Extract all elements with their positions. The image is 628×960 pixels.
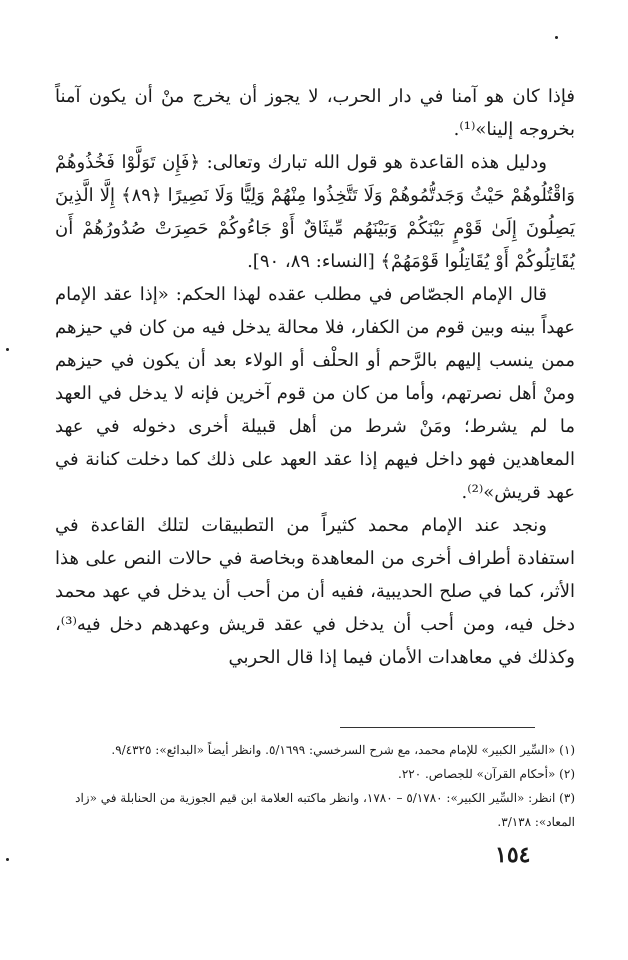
footnote-3: (٣) انظر: «السِّير الكبير»: ٥/١٧٨٠ – ١٧٨٠، وانظر ماكتبه العلامة ابن قيم الجوزية من الحنابلة في «زاد المعاد»: ٣/١٣٨.	[75, 791, 575, 829]
paragraph-3-jassas-quote: قال الإمام الجصّاص في مطلب عقده لهذا الحكم: «إذا عقد الإمام عهداً بينه وبين قوم من الكفار، فلا محالة يدخل فيه من كان في حيزهم ممن ينسب إليهم بالرَّحم أو الحلْف أو الولاء بعد أن يكون في حيزهم ومنْ أهل نصرتهم، وأما من كان من قوم آخرين فإنه لا يدخل في العهد ما لم يشرط؛ ومَنْ شرط من أهل قبيلة أخرى دخوله في عهد المعاهدين فهو داخل فيهم إذا عقد العهد على ذلك كما دخلت كنانة في عهد قريش»⁽²⁾.	[55, 284, 575, 503]
main-text	[55, 80, 575, 674]
scan-dot-mark	[6, 348, 9, 351]
footnote-2: (٢) «أحكام القرآن» للجصاص. ٢٢٠.	[398, 767, 575, 781]
footnotes	[55, 738, 575, 834]
footnote-separator	[340, 727, 535, 728]
page-number: ١٥٤	[495, 842, 531, 868]
scan-dot-mark	[6, 858, 9, 861]
footnote-1: (١) «السِّير الكبير» للإمام محمد، مع شرح السرخسي: ٥/١٦٩٩. وانظر أيضاً «البدائع»: ٩/٤٣٢٥.	[111, 743, 575, 757]
paragraph-1: فإذا كان هو آمنا في دار الحرب، لا يجوز أن يخرج منْ أن يكون آمناً بخروجه إلينا»⁽¹⁾.	[55, 86, 575, 140]
paragraph-2-quran-evidence: ودليل هذه القاعدة هو قول الله تبارك وتعالى: ﴿فَإِن تَوَلَّوْا فَخُذُوهُمْ وَاقْتُلُوهُمْ حَيْثُ وَجَدتُّمُوهُمْ وَلَا تَتَّخِذُوا مِنْهُمْ وَلِيًّا وَلَا نَصِيرًا ﴿٨٩﴾ إِلَّا الَّذِينَ يَصِلُونَ إِلَىٰ قَوْمٍ بَيْنَكُمْ وَبَيْنَهُم مِّيثَاقٌ أَوْ جَاءُوكُمْ حَصِرَتْ صُدُورُهُمْ أَن يُقَاتِلُوكُمْ أَوْ يُقَاتِلُوا قَوْمَهُمْ﴾ [النساء: ٨٩، ٩٠].	[55, 152, 576, 272]
paragraph-4-imam-muhammad: ونجد عند الإمام محمد كثيراً من التطبيقات لتلك القاعدة في استفادة أطراف أخرى من المعاهدة وبخاصة في حالات النص على هذا الأثر، كما في صلح الحديبية، ففيه أن من أحب أن يدخل في عهد محمد دخل فيه، ومن أحب أن يدخل في عقد قريش وعهدهم دخل فيه⁽³⁾، وكذلك في معاهدات الأمان فيما إذا قال الحربي	[55, 515, 575, 668]
scan-dot-mark	[555, 36, 558, 39]
